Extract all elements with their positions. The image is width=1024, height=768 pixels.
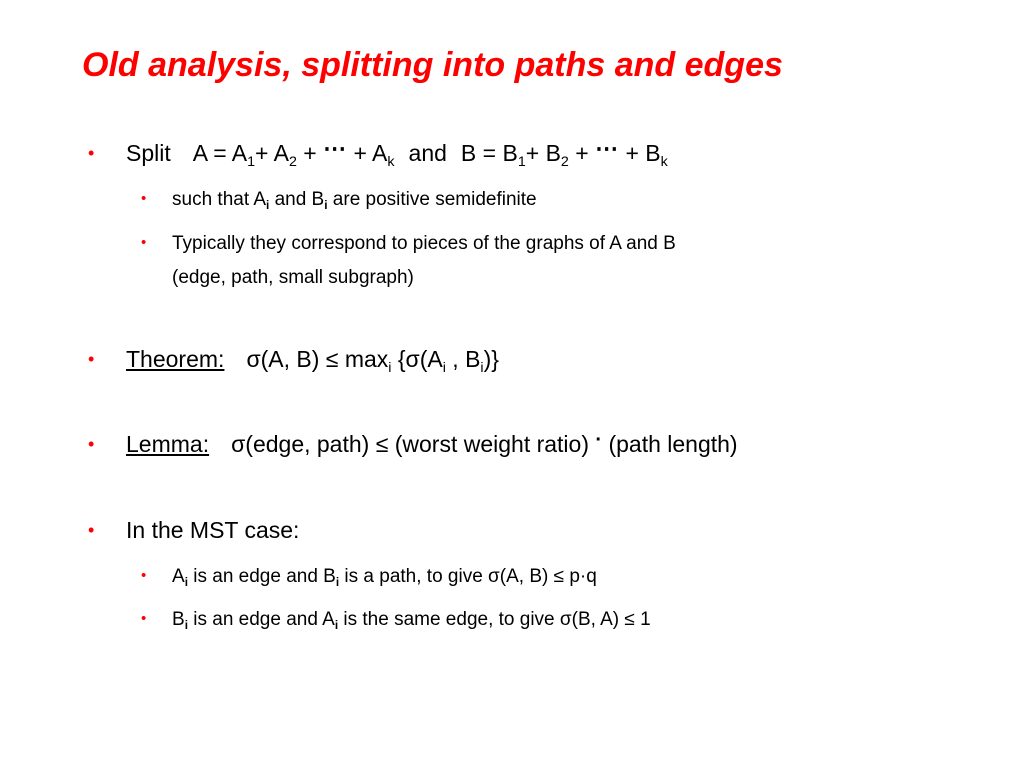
split-sub: k <box>660 153 668 170</box>
lemma-expr: σ(edge, path) ≤ (worst weight ratio) <box>231 431 589 457</box>
mst1-mid: is an edge and B <box>187 566 336 587</box>
mst-text: In the MST case: <box>126 517 300 543</box>
psd-post: are positive semidefinite <box>327 189 537 210</box>
theorem-sub: i <box>480 359 484 376</box>
split-text <box>126 135 668 170</box>
split-sub: k <box>387 153 395 170</box>
split-b-eq: B = B <box>460 140 518 166</box>
psd-pre: such that A <box>172 189 267 210</box>
mst2-sub: i <box>334 619 339 633</box>
bullet-dot-icon: • <box>88 434 95 454</box>
slide-title: Old analysis, splitting into paths and edges <box>82 46 783 84</box>
bullet-dot-icon: • <box>88 349 95 369</box>
theorem-sub: i <box>442 359 446 376</box>
mst2-pre: B <box>172 609 185 630</box>
mst1-post: is a path, to give σ(A, B) ≤ p·q <box>339 566 597 587</box>
split-sub: 2 <box>288 153 297 170</box>
split-and: and <box>408 140 447 166</box>
lemma-expr: (path length) <box>602 431 738 457</box>
lemma-text <box>126 430 738 460</box>
split-term: + A <box>255 140 289 166</box>
split-lead: Split <box>126 140 171 166</box>
bullet-dot-icon: • <box>141 610 147 627</box>
split-term: + A <box>353 140 388 166</box>
split-plus: + <box>303 140 317 166</box>
mst2-mid: is an edge and A <box>187 609 335 630</box>
split-sub: 2 <box>560 153 569 170</box>
theorem-text <box>126 345 499 376</box>
bullet-dot-icon: • <box>88 143 95 163</box>
typically-line2: (edge, path, small subgraph) <box>172 267 414 288</box>
theorem-label: Theorem: <box>126 346 225 372</box>
theorem-expr: {σ(A <box>391 346 443 372</box>
split-a-eq: A = A <box>192 140 248 166</box>
lemma-label: Lemma: <box>126 431 210 457</box>
theorem-expr: σ(A, B) ≤ max <box>246 346 389 372</box>
bullet-dot-icon: • <box>141 234 147 251</box>
mst2-sub: i <box>184 619 188 633</box>
split-ellipsis: ⋯ <box>595 135 620 161</box>
split-term: + B <box>525 140 561 166</box>
theorem-expr: )} <box>483 346 499 372</box>
split-plus: + <box>575 140 589 166</box>
split-term: + B <box>625 140 661 166</box>
bullet-dot-icon: • <box>141 190 147 207</box>
bullet-dot-icon: • <box>88 520 95 540</box>
mst1-sub: i <box>335 576 340 590</box>
mst1-pre: A <box>172 566 185 587</box>
typically-line1: Typically they correspond to pieces of the graphs of A and B <box>172 233 676 254</box>
psd-text <box>172 188 537 212</box>
split-ellipsis: ⋯ <box>323 135 348 161</box>
split-sub: 1 <box>517 153 526 170</box>
psd-sub: i <box>324 199 328 213</box>
psd-mid: and B <box>269 189 325 210</box>
mst1-text <box>172 565 597 589</box>
lemma-cdot: · <box>595 429 603 451</box>
theorem-expr: , B <box>445 346 481 372</box>
mst2-post: is the same edge, to give σ(B, A) ≤ 1 <box>338 609 651 630</box>
mst1-sub: i <box>184 576 188 590</box>
mst2-text <box>172 608 651 632</box>
split-sub: 1 <box>247 153 256 170</box>
theorem-sub: i <box>388 359 392 376</box>
bullet-dot-icon: • <box>141 567 147 584</box>
psd-sub: i <box>266 199 270 213</box>
